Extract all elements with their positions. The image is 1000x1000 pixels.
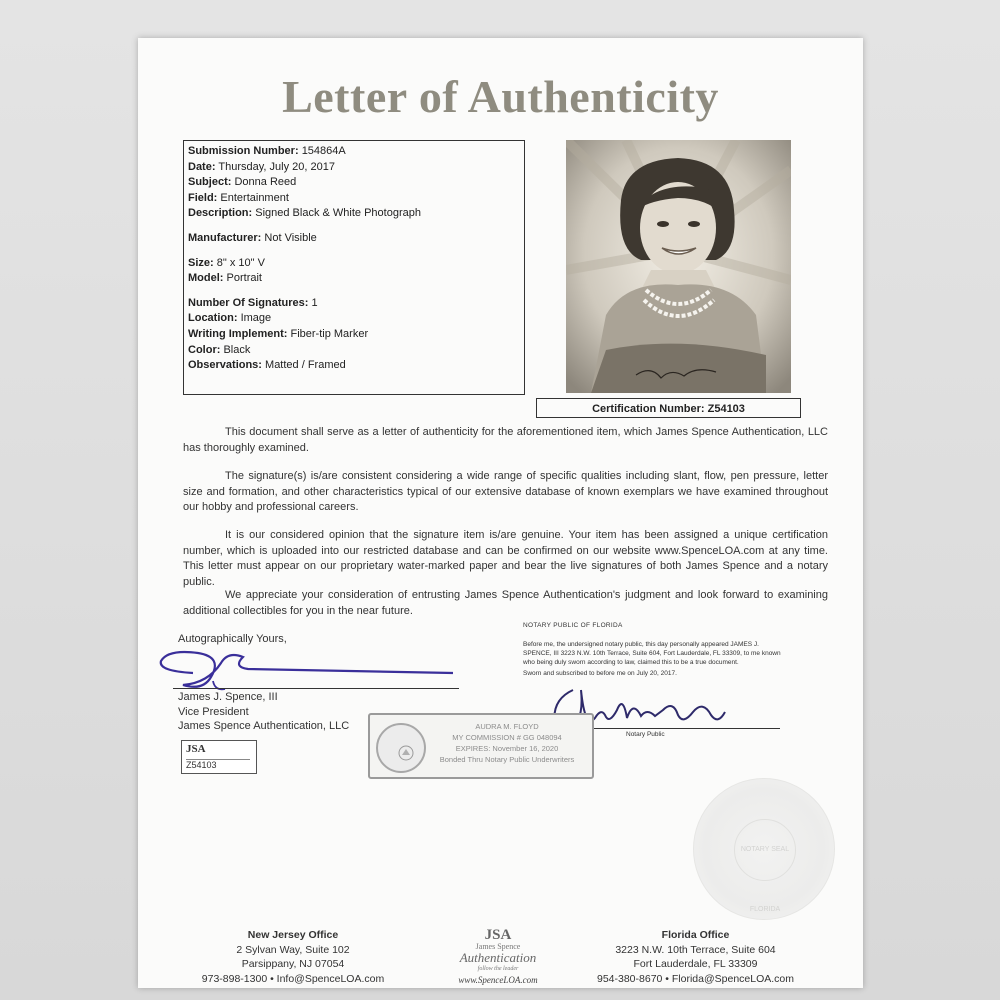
details-box [183, 140, 525, 395]
paragraph-1: This document shall serve as a letter of authenticity for the aforementioned item, which James Spence Authentication, LLC has thoroughly examined. [183, 426, 828, 454]
page-title: Letter of Authenticity [282, 71, 719, 122]
signer-company: James Spence Authentication, LLC [178, 720, 350, 732]
footer-fl-office: Florida Office 3223 N.W. 10th Terrace, Suite 604 Fort Lauderdale, FL 33309 954-380-8670 • Florida@SpenceLOA.com [596, 929, 795, 985]
embossed-notary-seal [693, 778, 835, 920]
emboss-text: NOTARY SEAL FLORIDA [734, 819, 796, 881]
footer-nj-office: New Jersey Office 2 Sylvan Way, Suite 102 Parsippany, NJ 07054 973-898-1300 • Info@SpenceLOA.com [201, 929, 385, 985]
signer-name: James J. Spence, III [178, 691, 278, 703]
stamp-text: AUDRA M. FLOYD MY COMMISSION # GG 048094 EXPIRES: November 16, 2020 Bonded Thru Notary Public Underwriters [439, 722, 575, 764]
detail-subject: Subject: Donna Reed [188, 176, 297, 189]
closing-text: Autographically Yours, [178, 633, 287, 645]
item-photograph [566, 140, 791, 393]
seal-emblem-icon [398, 745, 414, 761]
detail-description: Description: Signed Black & White Photograph [188, 207, 421, 220]
letter-paper [138, 38, 863, 988]
paragraph-3: It is our considered opinion that the signature item is/are genuine. Your item has been assigned a unique certification number, which is uploaded into our restricted database and can be confirmed on our website www.SpenceLOA.com at any time. This letter must appear on our proprietary water-marked paper and bear the live signatures of both James Spence and a notary public. [183, 529, 828, 588]
detail-size: Size: 8" x 10" V [188, 256, 265, 269]
notary-stamp [368, 713, 594, 779]
detail-manufacturer: Manufacturer: Not Visible [188, 231, 317, 244]
detail-number-of-signatures: Number Of Signatures: 1 [188, 296, 318, 309]
jsa-tag-logo: JSA [186, 743, 206, 755]
signer-block [178, 690, 349, 734]
signer-title: Vice President [178, 705, 249, 718]
paragraph-2: The signature(s) is/are consistent considering a wide range of specific qualities including slant, flow, pen pressure, letter size and formation, and other characteristics typical of our extensive database of known exemplars we have examined throughout our hobby and professional careers. [183, 470, 828, 513]
detail-model: Model: Portrait [188, 272, 262, 285]
detail-color: Color: Black [188, 343, 251, 356]
notary-sworn: Sworn and subscribed to before me on July 20, 2017. [523, 670, 677, 677]
portrait-image [566, 140, 791, 393]
notary-header: NOTARY PUBLIC OF FLORIDA [523, 622, 623, 629]
paragraph-4: We appreciate your consideration of entrusting James Spence Authentication's judgment and look forward to examining additional collectibles for you in the near future. [183, 589, 828, 617]
jsa-tag-number: Z54103 [186, 759, 250, 770]
notary-public-label: Notary Public [626, 731, 665, 738]
footer-jsa-logo: JSA James Spence Authentication follow the leader www.SpenceLOA.com [458, 927, 538, 985]
detail-location: Location: Image [188, 312, 272, 325]
detail-date: Date: Thursday, July 20, 2017 [188, 160, 335, 173]
detail-writing-implement: Writing Implement: Fiber-tip Marker [188, 327, 369, 340]
detail-submission-number: Submission Number: 154864A [188, 145, 346, 157]
jsa-hologram-tag [181, 740, 257, 774]
signature-line [173, 688, 459, 689]
detail-observations: Observations: Matted / Framed [188, 359, 346, 372]
state-seal-icon [376, 723, 426, 773]
certification-number-box: Certification Number: Z54103 [536, 398, 801, 418]
notary-statement: Before me, the undersigned notary public, this day personally appeared JAMES J. SPENCE, III 3223 N.W. 10th Terrace, Suite 604, Fort Lauderdale, FL 33309, to me known who being duly sworn according to law, claimed this to be a true document. [523, 641, 781, 666]
detail-field: Field: Entertainment [188, 191, 289, 204]
